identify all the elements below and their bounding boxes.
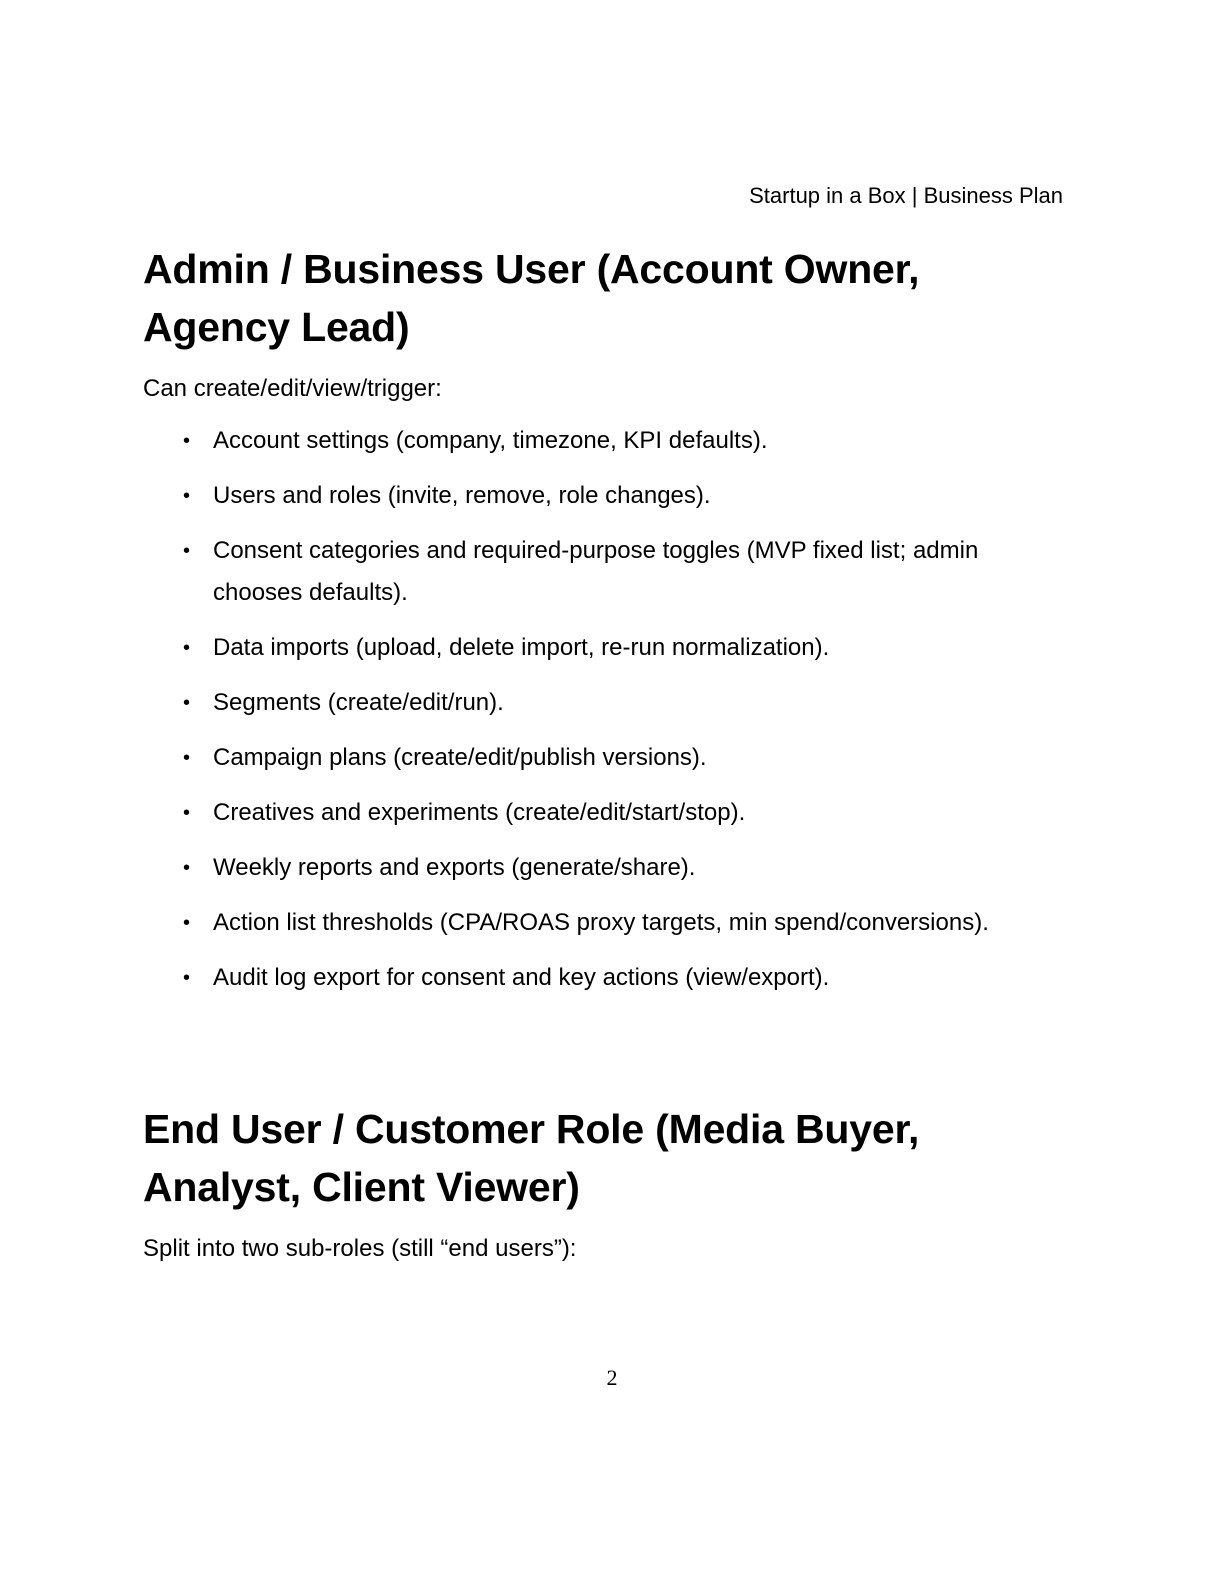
list-item-text: Users and roles (invite, remove, role changes). — [213, 482, 711, 509]
heading-line-1: Admin / Business User (Account Owner, — [143, 246, 920, 292]
bullet-icon: • — [183, 747, 191, 769]
list-item-text: Audit log export for consent and key actions (view/export). — [213, 964, 830, 991]
bullet-icon: • — [183, 430, 191, 452]
bullet-icon: • — [183, 857, 191, 879]
bullet-icon: • — [183, 540, 191, 562]
bullet-icon: • — [183, 967, 191, 989]
heading-line-2: Agency Lead) — [143, 304, 410, 350]
section-end-user-role — [143, 1100, 1083, 1270]
heading-line-2: Analyst, Client Viewer) — [143, 1164, 580, 1210]
section-intro: Can create/edit/view/trigger: — [143, 375, 442, 402]
permissions-list — [143, 420, 1083, 999]
list-item-text: Consent categories and required-purpose toggles (MVP fixed list; admin chooses defaults). — [213, 537, 979, 606]
list-item-text: Weekly reports and exports (generate/share). — [213, 854, 696, 881]
list-item — [143, 957, 1033, 999]
list-item-text: Campaign plans (create/edit/publish versions). — [213, 744, 707, 771]
heading-line-1: End User / Customer Role (Media Buyer, — [143, 1106, 920, 1152]
section-intro: Split into two sub-roles (still “end users”): — [143, 1235, 577, 1262]
section-heading — [143, 1100, 1083, 1216]
bullet-icon: • — [183, 692, 191, 714]
list-item — [143, 792, 1033, 834]
section-admin-business-user — [143, 240, 1083, 1012]
list-item — [143, 420, 1033, 462]
list-item-text: Account settings (company, timezone, KPI defaults). — [213, 427, 768, 454]
bullet-icon: • — [183, 912, 191, 934]
section-heading — [143, 240, 1083, 356]
bullet-icon: • — [183, 485, 191, 507]
list-item — [143, 627, 1033, 669]
bullet-icon: • — [183, 802, 191, 824]
list-item — [143, 902, 1033, 944]
list-item-text: Creatives and experiments (create/edit/start/stop). — [213, 799, 746, 826]
list-item-text: Segments (create/edit/run). — [213, 689, 504, 716]
list-item — [143, 682, 1033, 724]
list-item — [143, 475, 1033, 517]
list-item — [143, 737, 1033, 779]
page-number: 2 — [606, 1365, 618, 1390]
bullet-icon: • — [183, 637, 191, 659]
list-item-text: Action list thresholds (CPA/ROAS proxy targets, min spend/conversions). — [213, 909, 989, 936]
list-item — [143, 530, 1033, 614]
list-item — [143, 847, 1033, 889]
running-header: Startup in a Box | Business Plan — [749, 183, 1063, 208]
list-item-text: Data imports (upload, delete import, re-run normalization). — [213, 634, 830, 661]
